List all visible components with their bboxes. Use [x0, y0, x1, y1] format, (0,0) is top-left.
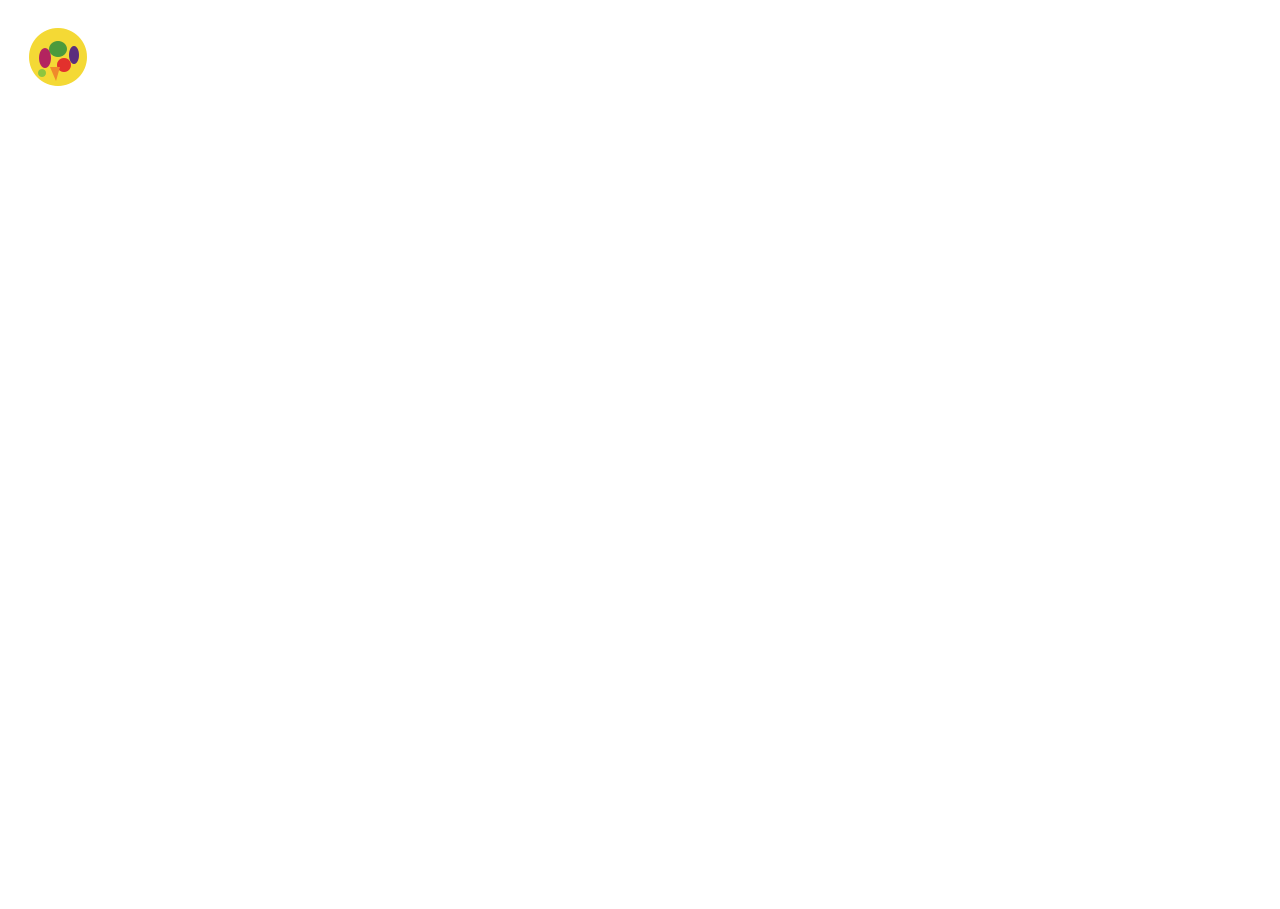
header-icons: [0, 0, 1280, 100]
season-calendar-table: [82, 100, 1202, 870]
